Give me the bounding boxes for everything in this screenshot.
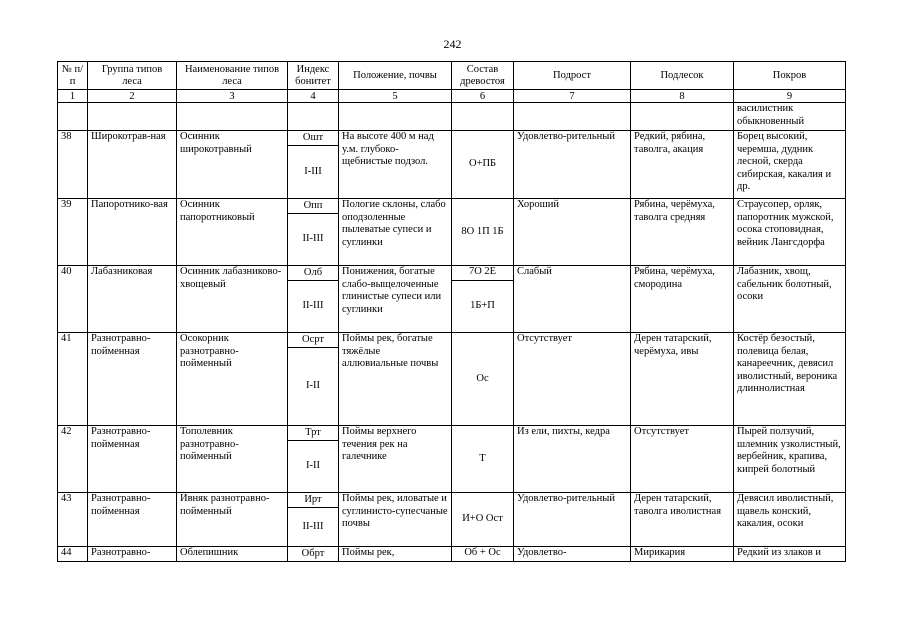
empty-cell: [452, 103, 514, 131]
empty-cell: [339, 103, 452, 131]
cover-cell: Пырей ползучий, шлемник узколистный, вербейник, крапива, кипрей болотный: [734, 426, 846, 493]
table-row: [58, 333, 846, 348]
understory-cell: Рябина, черёмуха, смородина: [631, 266, 734, 333]
bonitet-cell: I-II: [288, 348, 339, 426]
composition-cell: О+ПБ: [452, 131, 514, 199]
header-composition: Состав древостоя: [452, 62, 514, 90]
position-cell: На высоте 400 м над у.м. глубоко-щебнистые подзол.: [339, 131, 452, 199]
row-number: 44: [58, 547, 88, 562]
understory-cell: Редкий, рябина, таволга, акация: [631, 131, 734, 199]
cover-cell: Лабазник, хвощ, сабельник болотный, осоки: [734, 266, 846, 333]
header-row: [58, 62, 846, 90]
row-number: 38: [58, 131, 88, 199]
table-row: [58, 493, 846, 508]
empty-cell: [177, 103, 288, 131]
header-cover: Покров: [734, 62, 846, 90]
cover-cell: Страусопер, орляк, папоротник мужской, осока стоповидная, вейник Лангсдорфа: [734, 199, 846, 266]
empty-cell: [288, 103, 339, 131]
column-number: 9: [734, 90, 846, 103]
empty-cell: [58, 103, 88, 131]
understory-cell: Рябина, черёмуха, таволга средняя: [631, 199, 734, 266]
undergrowth-cell: Удовлетво-: [514, 547, 631, 562]
cover-cell: Борец высокий, черемша, дудник лесной, скерда сибирская, какалия и др.: [734, 131, 846, 199]
index-cell: Олб: [288, 266, 339, 281]
name-cell: Ивняк разнотравно-пойменный: [177, 493, 288, 547]
understory-cell: Дерен татарский, черёмуха, ивы: [631, 333, 734, 426]
header-group: Группа типов леса: [88, 62, 177, 90]
name-cell: Осокорник разнотравно-пойменный: [177, 333, 288, 426]
column-numbers-row: [58, 90, 846, 103]
group-cell: Разнотравно-пойменная: [88, 493, 177, 547]
composition-cell: Ос: [452, 333, 514, 426]
index-cell: Ошт: [288, 131, 339, 146]
header-name: Наименование типов леса: [177, 62, 288, 90]
composition-cell: Т: [452, 426, 514, 493]
cover-cell: Девясил иволистный, щавель конский, какалия, осоки: [734, 493, 846, 547]
understory-cell: Отсутствует: [631, 426, 734, 493]
group-cell: Разнотравно-пойменная: [88, 333, 177, 426]
column-number: 1: [58, 90, 88, 103]
table-row: [58, 426, 846, 441]
empty-cell: [631, 103, 734, 131]
header-undergrowth: Подрост: [514, 62, 631, 90]
column-number: 5: [339, 90, 452, 103]
position-cell: Поймы рек,: [339, 547, 452, 562]
cover-cell: Редкий из злаков и: [734, 547, 846, 562]
table-row: [58, 547, 846, 562]
index-cell: Опп: [288, 199, 339, 214]
table-row: [58, 266, 846, 281]
header-position: Положение, почвы: [339, 62, 452, 90]
position-cell: Поймы верхнего течения рек на галечнике: [339, 426, 452, 493]
group-cell: Широкотрав-ная: [88, 131, 177, 199]
index-cell: Осрт: [288, 333, 339, 348]
name-cell: Облепишник: [177, 547, 288, 562]
column-number: 2: [88, 90, 177, 103]
position-cell: Пологие склоны, слабо оподзоленные пылеватые супеси и суглинки: [339, 199, 452, 266]
position-cell: Поймы рек, иловатые и суглинисто-супесчаные почвы: [339, 493, 452, 547]
cover-cell: Костёр безостый, полевица белая, канареечник, девясил иволистный, вероника длиннолистная: [734, 333, 846, 426]
position-cell: Понижения, богатые слабо-выщелоченные глинистые супеси или суглинки: [339, 266, 452, 333]
undergrowth-cell: Отсутствует: [514, 333, 631, 426]
header-index: Индекс бонитет: [288, 62, 339, 90]
group-cell: Папоротнико-вая: [88, 199, 177, 266]
page-number: 242: [443, 37, 462, 51]
row-number: 40: [58, 266, 88, 333]
group-cell: Разнотравно-: [88, 547, 177, 562]
composition-top-cell: 7О 2Е: [452, 266, 514, 281]
group-cell: Лабазниковая: [88, 266, 177, 333]
composition-cell: Об + Ос: [452, 547, 514, 562]
undergrowth-cell: Слабый: [514, 266, 631, 333]
bonitet-cell: II-III: [288, 281, 339, 333]
row-number: 39: [58, 199, 88, 266]
bonitet-cell: I-II: [288, 441, 339, 493]
header-understory: Подлесок: [631, 62, 734, 90]
empty-cell: [88, 103, 177, 131]
table-row: [58, 131, 846, 146]
composition-bottom-cell: 1Б+П: [452, 281, 514, 333]
row-number: 42: [58, 426, 88, 493]
bonitet-cell: I-III: [288, 146, 339, 199]
bonitet-cell: II-III: [288, 214, 339, 266]
name-cell: Осинник широкотравный: [177, 131, 288, 199]
position-cell: Поймы рек, богатые тяжёлые аллювиальные почвы: [339, 333, 452, 426]
undergrowth-cell: Удовлетво-рительный: [514, 131, 631, 199]
understory-cell: Мирикария: [631, 547, 734, 562]
group-cell: Разнотравно-пойменная: [88, 426, 177, 493]
undergrowth-cell: Удовлетво-рительный: [514, 493, 631, 547]
column-number: 3: [177, 90, 288, 103]
forest-types-table: [57, 61, 846, 562]
bonitet-cell: II-III: [288, 508, 339, 547]
understory-cell: Дерен татарский, таволга иволистная: [631, 493, 734, 547]
column-number: 8: [631, 90, 734, 103]
name-cell: Осинник папоротниковый: [177, 199, 288, 266]
undergrowth-cell: Хороший: [514, 199, 631, 266]
index-cell: Трт: [288, 426, 339, 441]
table-row: [58, 199, 846, 214]
empty-cell: [514, 103, 631, 131]
index-cell: Обрт: [288, 547, 339, 562]
name-cell: Осинник лабазниково-хвощевый: [177, 266, 288, 333]
undergrowth-cell: Из ели, пихты, кедра: [514, 426, 631, 493]
composition-cell: 8О 1П 1Б: [452, 199, 514, 266]
column-number: 4: [288, 90, 339, 103]
column-number: 7: [514, 90, 631, 103]
index-cell: Ирт: [288, 493, 339, 508]
composition-cell: И+О Ост: [452, 493, 514, 547]
table-row-continuation: [58, 103, 846, 131]
row-number: 43: [58, 493, 88, 547]
column-number: 6: [452, 90, 514, 103]
header-num: № п/п: [58, 62, 88, 90]
cover-cell: василистник обыкновенный: [734, 103, 846, 131]
name-cell: Тополевник разнотравно-пойменный: [177, 426, 288, 493]
row-number: 41: [58, 333, 88, 426]
